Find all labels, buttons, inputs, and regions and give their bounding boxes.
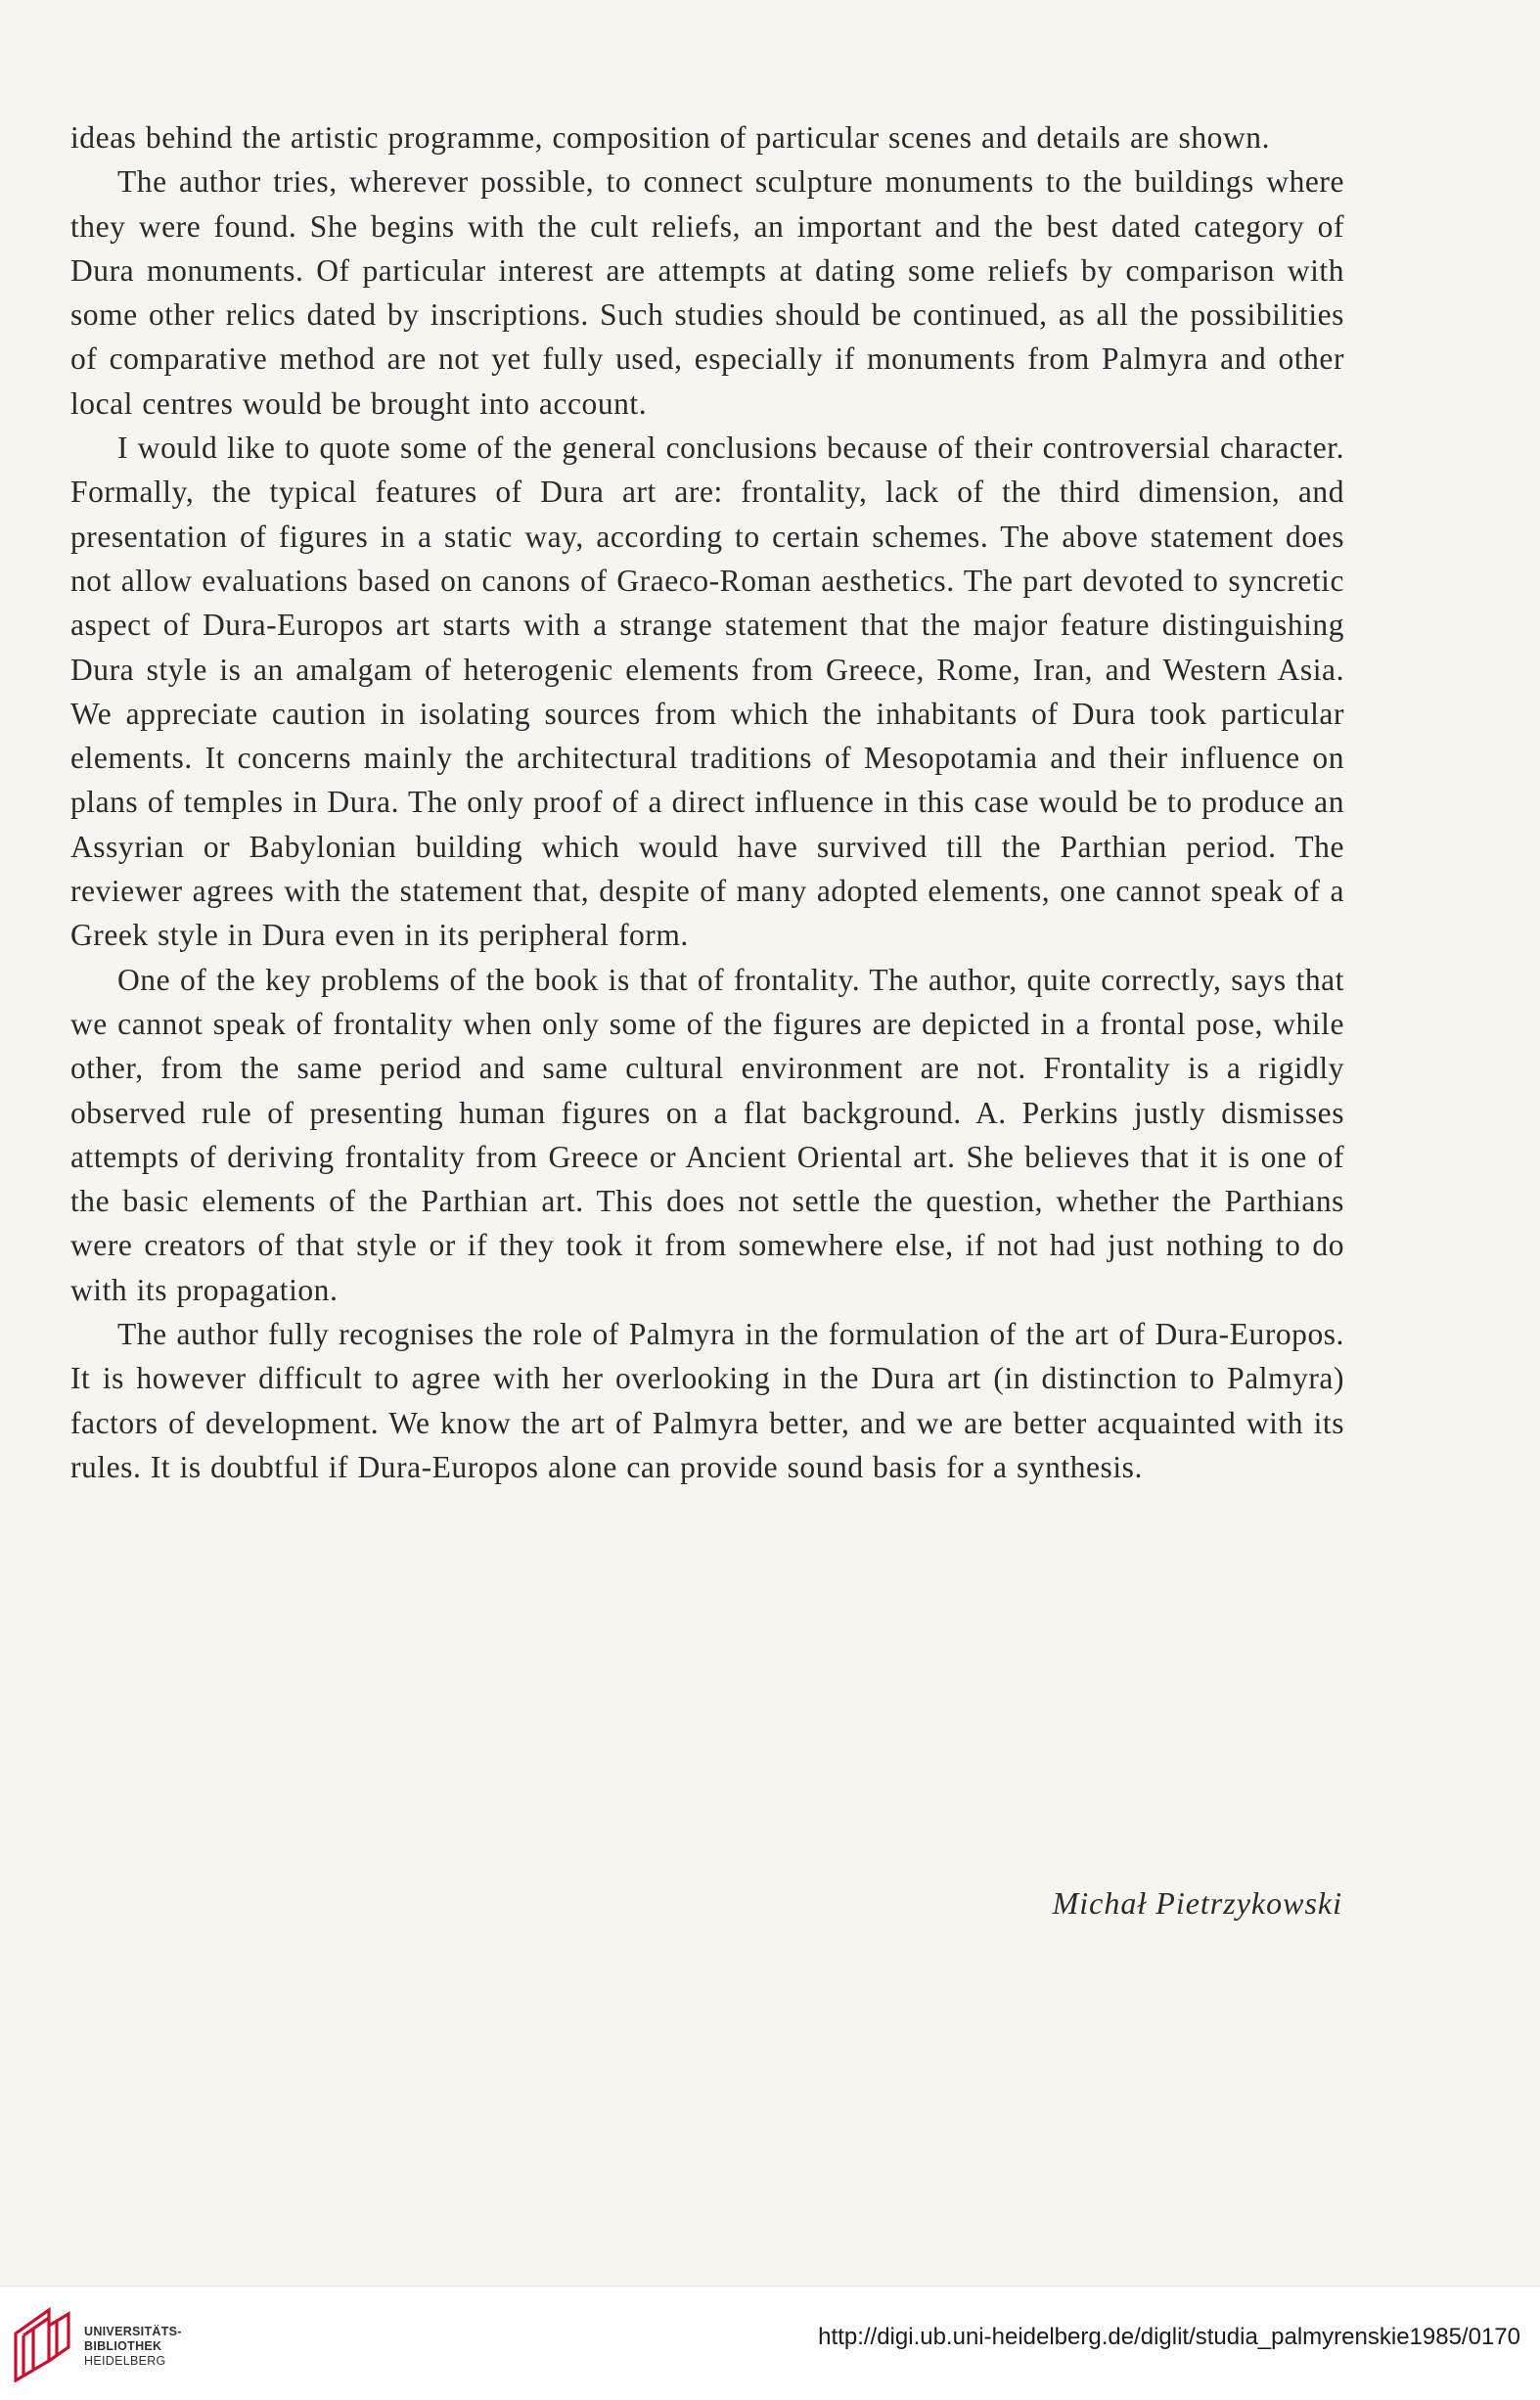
- footer-bar: [0, 2286, 1540, 2400]
- library-name-line-1: UNIVERSITÄTS-: [84, 2325, 182, 2338]
- paragraph-3: I would like to quote some of the general conclusions because of their controversial character. Formally, the typical features of Dura art are: frontality, lack of the third dimension, and presentation of figures in a static way, according to certain schemes. The above statement does not allow evaluations based on canons of Graeco-Roman aesthetics. The part devoted to syncretic aspect of Dura-Europos art starts with a strange statement that the major feature distinguishing Dura style is an amalgam of heterogenic elements from Greece, Rome, Iran, and Western Asia. We appreciate caution in isolating sources from which the inhabitants of Dura took particular elements. It concerns mainly the architectural traditions of Mesopotamia and their influence on plans of temples in Dura. The only proof of a direct influence in this case would be to produce an Assyrian or Babylonian building which would have survived till the Parthian period. The reviewer agrees with the statement that, despite of many adopted elements, one cannot speak of a Greek style in Dura even in its peripheral form.: [70, 430, 1344, 953]
- library-name: [84, 2325, 182, 2369]
- paragraph-1: ideas behind the artistic programme, composition of particular scenes and details are shown.: [70, 120, 1270, 155]
- library-name-line-2: BIBLIOTHEK: [84, 2339, 162, 2353]
- source-url-link[interactable]: http://digi.ub.uni-heidelberg.de/diglit/studia_palmyrenskie1985/0170: [818, 2324, 1520, 2350]
- paragraph-5: The author fully recognises the role of Palmyra in the formulation of the art of Dura-Europos. It is however difficult to agree with her overlooking in the Dura art (in distinction to Palmyra) factors of development. We know the art of Palmyra better, and we are better acquainted with its rules. It is doubtful if Dura-Europos alone can provide sound basis for a synthesis.: [70, 1317, 1344, 1484]
- ub-heidelberg-logo-icon: [10, 2304, 76, 2382]
- author-signature: Michał Pietrzykowski: [1052, 1885, 1342, 1921]
- library-name-line-3: HEIDELBERG: [84, 2354, 166, 2368]
- review-text: [70, 115, 1344, 1489]
- paragraph-2: The author tries, wherever possible, to connect sculpture monuments to the buildings where they were found. She begins with the cult reliefs, an important and the best dated category of Dura monuments. Of particular interest are attempts at dating some reliefs by comparison with some other relics dated by inscriptions. Such studies should be continued, as all the possibilities of comparative method are not yet fully used, especially if monuments from Palmyra and other local centres would be brought into account.: [70, 164, 1344, 421]
- paragraph-4: One of the key problems of the book is that of frontality. The author, quite correctly, says that we cannot speak of frontality when only some of the figures are depicted in a frontal pose, while other, from the same period and same cultural environment are not. Frontality is a rigidly observed rule of presenting human figures on a flat background. A. Perkins justly dismisses attempts of deriving frontality from Greece or Ancient Oriental art. She believes that it is one of the basic elements of the Parthian art. This does not settle the question, whether the Parthians were creators of that style or if they took it from somewhere else, if not had just nothing to do with its propagation.: [70, 962, 1344, 1307]
